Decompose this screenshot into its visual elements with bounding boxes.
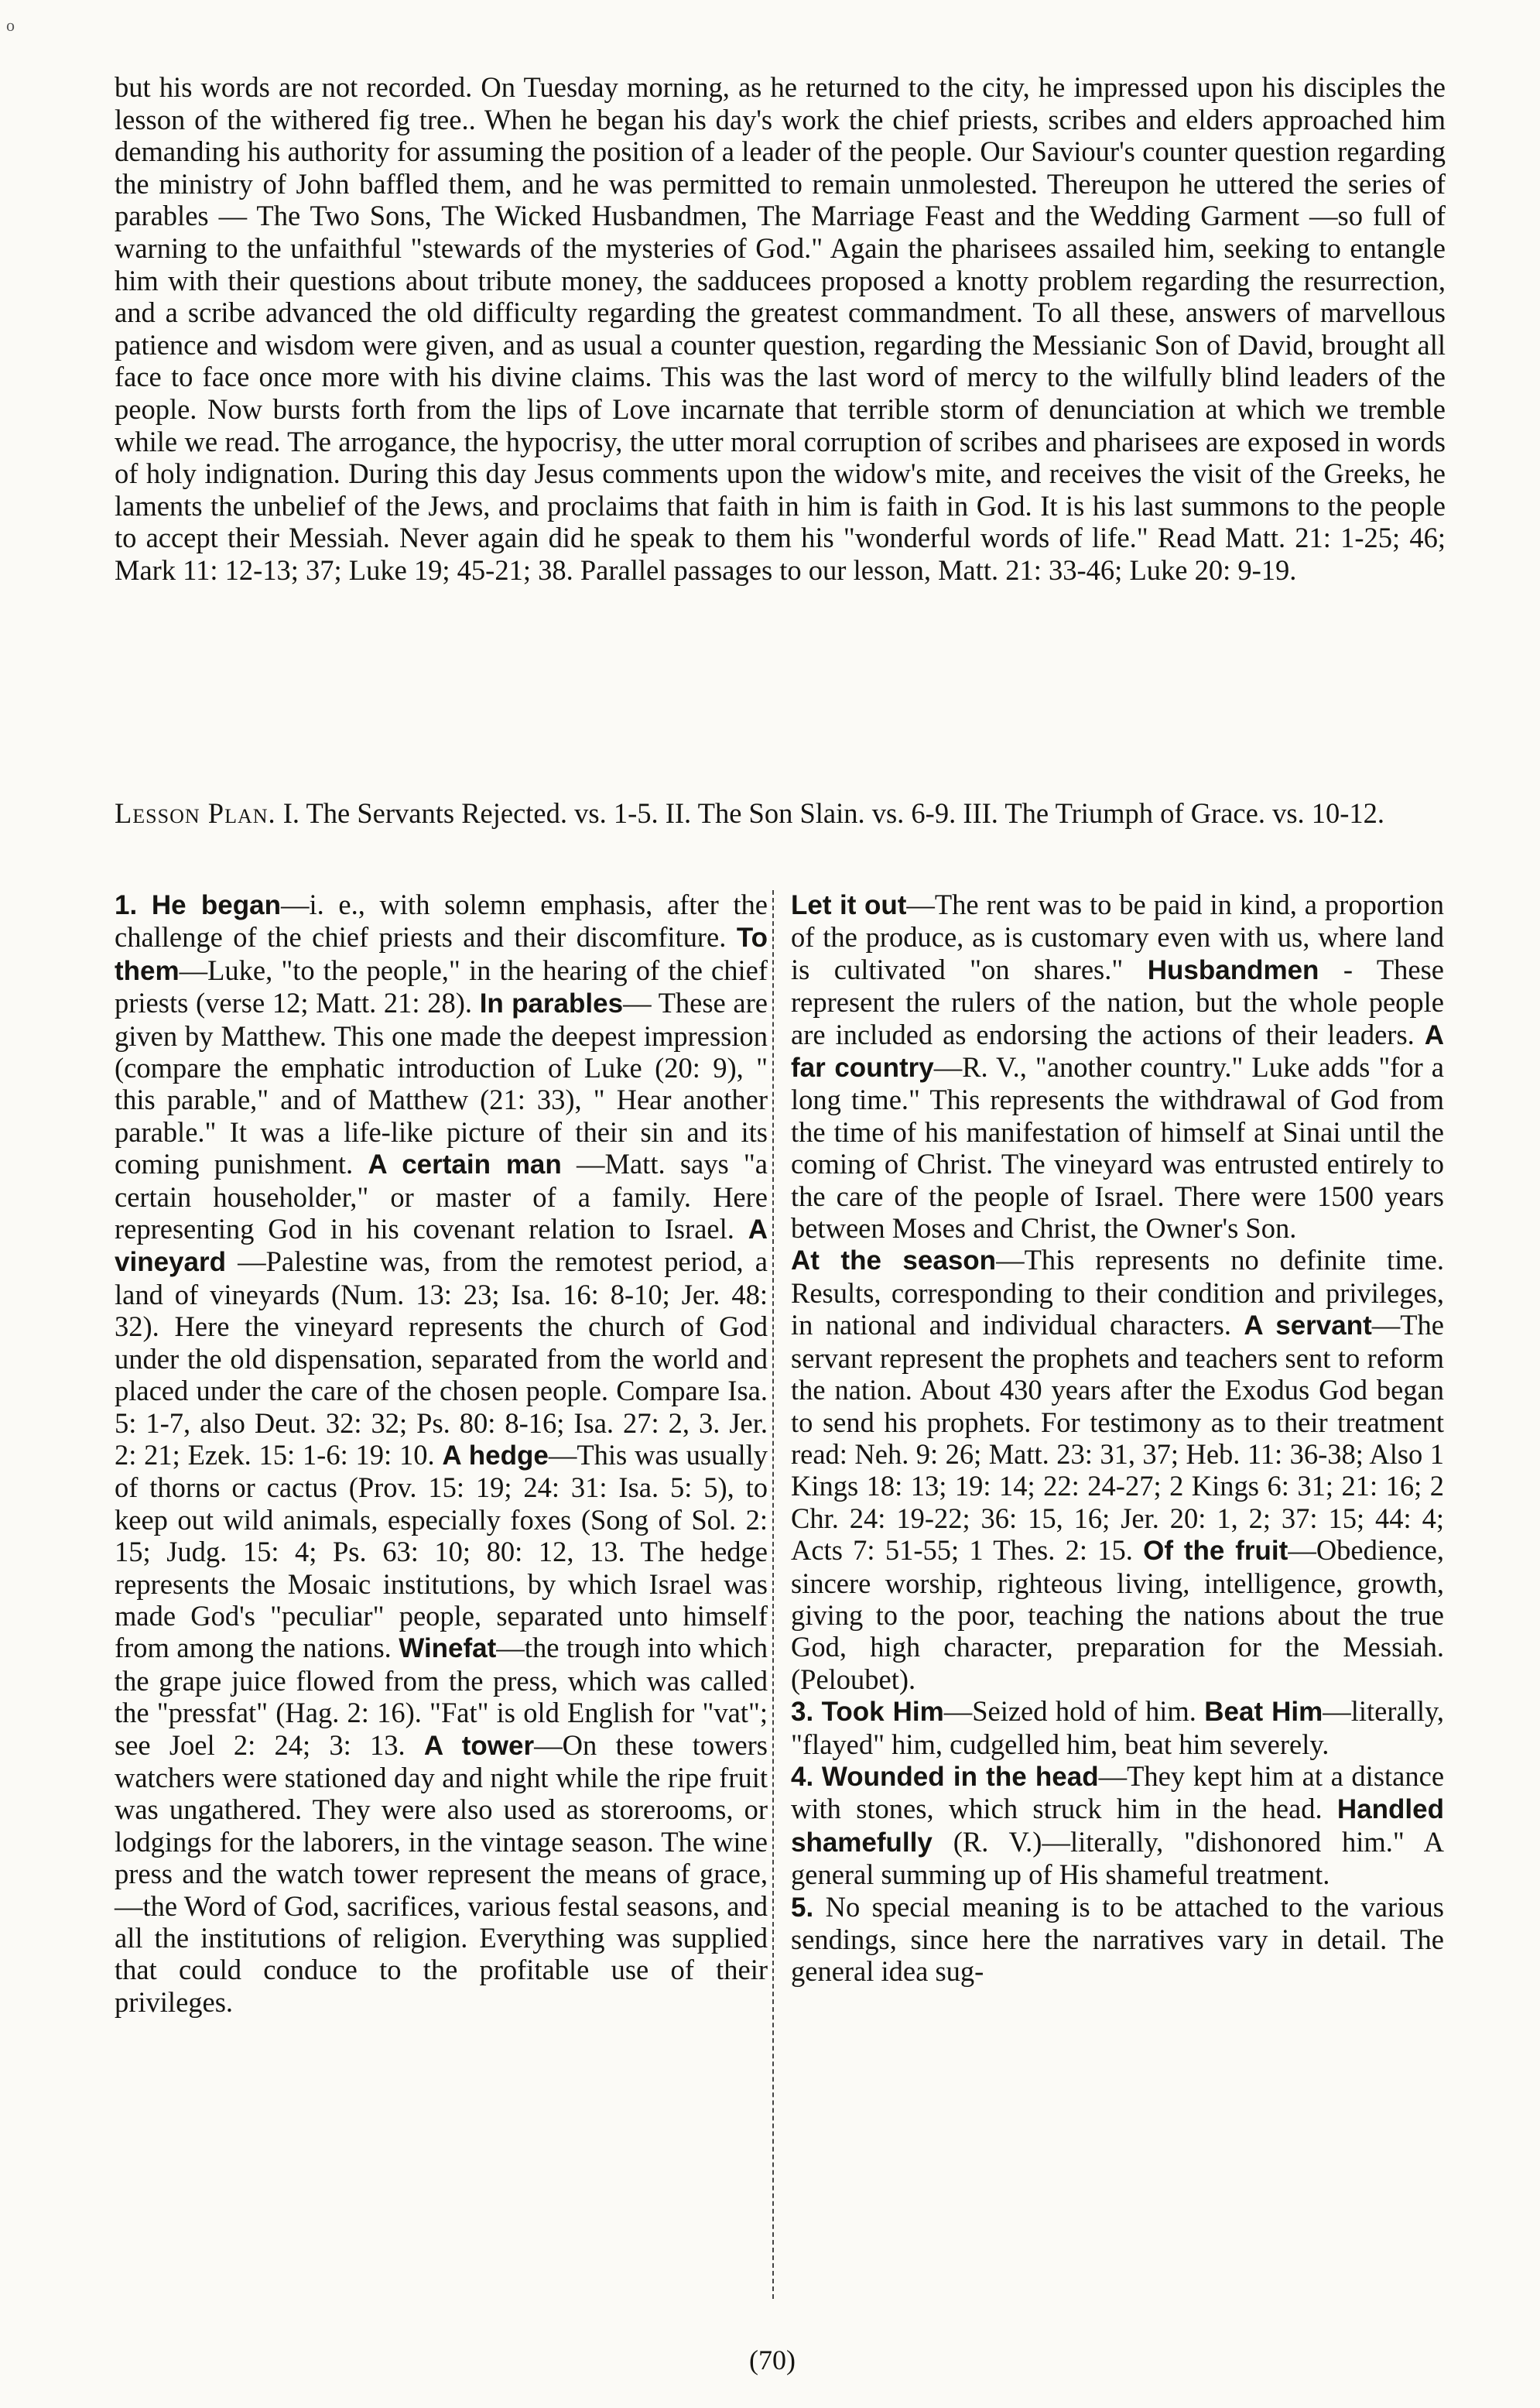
note-keyword: A vineyard — [115, 1214, 768, 1278]
lesson-plan-heading: Lesson Plan. — [115, 797, 276, 829]
note-keyword: Husbandmen — [1147, 954, 1319, 985]
note-keyword: He began — [151, 890, 281, 920]
note-text: —R. V., "another country." Luke adds "for a long time." This represents the withdrawal of God from the time of his manifestation of himself at Sinai until the coming of Christ. The vineyard was entrusted entirely to the care of the people of Israel. There were 1500 years between Moses and Christ, the Owner's Son. — [791, 1051, 1445, 1245]
note-text: —Matt. says "a certain householder," or master of a family. Here representing God in his covenant relation to Israel. — [115, 1148, 768, 1245]
column-divider — [772, 890, 774, 2299]
note-text: —On these towers watchers were stationed day and night while the ripe fruit was ungathered. They were also used as storerooms, or lodgings for the laborers, in the vintage season. The wine press and the watch tower represent the means of grace,—the Word of God, sacrifices, various festal seasons, and all the institutions of religion. Everything was supplied that could conduce to the profitable use of their privileges. — [115, 1728, 768, 2018]
intro-paragraph: but his words are not recorded. On Tuesday morning, as he returned to the city, he impressed upon his disciples the lesson of the withered fig tree.. When he began his day's work the chief priests, scribes and elders approached him demanding his authority for assuming the position of a leader of the people. Our Saviour's counter question regarding the ministry of John baffled them, and he was permitted to remain unmolested. Thereupon he uttered the series of parables — The Two Sons, The Wicked Husbandmen, The Marriage Feast and the Wedding Garment —so full of warning to the unfaithful "stewards of the mysteries of God." Again the pharisees assailed him, seeking to entangle him with their questions about tribute money, the sadducees proposed a knotty problem regarding the resurrection, and a scribe advanced the old difficulty regarding the greatest commandment. To all these, answers of marvellous patience and wisdom were given, and as usual a counter question, regarding the Messianic Son of David, brought all face to face once more with his divine claims. This was the last word of mercy to the wilfully blind leaders of the people. Now bursts forth from the lips of Love incarnate that terrible storm of denunciation at which we tremble while we read. The arrogance, the hypocrisy, the utter moral corruption of scribes and pharisees are exposed in words of holy indignation. During this day Jesus comments upon the widow's mite, and receives the visit of the Greeks, he laments the unbelief of the Jews, and proclaims that faith in him is faith in God. It is his last summons to the people to accept their Messiah. Never again did he speak to them his "wonderful words of life." Read Matt. 21: 1-25; 46; Mark 11: 12-13; 37; Luke 19; 45-21; 38. Parallel passages to our lesson, Matt. 21: 33-46; Luke 20: 9-19. — [115, 71, 1446, 586]
notes-right-column — [791, 889, 1444, 1988]
note-keyword: Let it out — [791, 890, 907, 920]
intro-paragraph-block — [115, 71, 1446, 587]
note-keyword: A certain man — [368, 1149, 562, 1180]
notes-left-column — [115, 889, 768, 2018]
note-text: —i. e., with solemn emphasis, after the challenge of the chief priests and their discomfiture. — [115, 889, 768, 954]
notes-right-paragraph — [791, 1695, 1444, 1760]
note-text: No special meaning is to be attached to the various sendings, since here the narratives vary in detail. The general idea sug- — [791, 1890, 1444, 1988]
note-keyword: A far country — [791, 1019, 1444, 1084]
note-text: —The servant represent the prophets and teachers sent to reform the nation. About 430 years after the Exodus God began to send his prophets. For testimony as to their treatment read: Neh. 9: 26; Matt. 23: 31, 37; Heb. 11: 36-38; Also 1 Kings 18: 13; 19: 14; 22: 24-27; 2 Kings 6: 31; 21: 16; 2 Chr. 24: 19-22; 36: 15, 16; Jer. 20: 1, 2; 37: 15; 44: 4; Acts 7: 51-55; 1 Thes. 2: 15. — [791, 1309, 1444, 1567]
note-keyword: A tower — [423, 1730, 535, 1761]
note-number: 5. — [791, 1892, 814, 1923]
note-keyword: A servant — [1244, 1310, 1372, 1341]
note-number: 3. — [791, 1697, 814, 1728]
note-text: —This represents no definite time. Results, corresponding to their condition and privileges, in national and individual characters. — [791, 1244, 1445, 1341]
lesson-plan-line — [115, 797, 1446, 830]
note-text: —This was usually of thorns or cactus (Prov. 15: 19; 24: 31: Isa. 5: 5), to keep out wild animals, especially foxes (Song of Sol. 2: 15; Judg. 15: 4; Ps. 63: 10; 80: 12, 13. The hedge represents the Mosaic institutions, by which Israel was made God's "peculiar" people, separated unto himself from among the nations. — [115, 1438, 768, 1664]
corner-mark: o — [6, 15, 15, 35]
note-keyword: Handled shamefully — [791, 1794, 1444, 1858]
note-text: —literally, "flayed" him, cudgelled him, beat him severely. — [791, 1695, 1444, 1760]
notes-right-paragraph — [791, 1760, 1444, 1891]
note-keyword: Beat Him — [1204, 1697, 1323, 1728]
note-keyword: Took Him — [821, 1697, 944, 1728]
note-text: - These represent the rulers of the nation, but the whole people are included as endorsing the actions of their leaders. — [791, 953, 1444, 1050]
note-keyword: Wounded in the head — [821, 1761, 1099, 1792]
notes-right-paragraph — [791, 889, 1444, 1244]
note-keyword: Of the fruit — [1143, 1536, 1288, 1567]
note-text: —Palestine was, from the remotest period, a land of vineyards (Num. 13: 23; Isa. 16: 8-10; Jer. 48: 32). Here the vineyard represents the church of God under the old dispensation, separated from the world and placed under the care of the chosen people. Compare Isa. 5: 1-7, also Deut. 32: 32; Ps. 80: 8-16; Isa. 27: 2, 3. Jer. 2: 21; Ezek. 15: 1-6: 19: 10. — [115, 1245, 768, 1471]
page-number: (70) — [749, 2345, 796, 2375]
note-number: 1. — [115, 890, 138, 920]
notes-left-paragraph — [115, 889, 768, 2018]
note-keyword: To them — [115, 923, 768, 986]
note-text: (R. V.)—literally, "dishonored him." A general summing up of His shameful treatment. — [791, 1825, 1444, 1891]
notes-right-paragraph — [791, 1891, 1444, 1988]
lesson-plan-text: I. The Servants Rejected. vs. 1-5. II. The Son Slain. vs. 6-9. III. The Triumph of Grace. vs. 10-12. — [275, 797, 1385, 829]
note-keyword: At the season — [791, 1245, 997, 1276]
note-number: 4. — [791, 1761, 814, 1792]
note-keyword: A hedge — [442, 1440, 549, 1471]
note-keyword: Winefat — [399, 1633, 497, 1664]
note-text: —Seized hold of him. — [943, 1695, 1205, 1728]
note-text: —They kept him at a distance with stones, which struck him in the head. — [791, 1759, 1445, 1825]
note-text: —the trough into which the grape juice flowed from the press, which was called the "pressfat" (Hag. 2: 16). "Fat" is old English for "vat"; see Joel 2: 24; 3: 13. — [115, 1632, 768, 1761]
notes-right-paragraph — [791, 1244, 1444, 1695]
note-text: —Luke, "to the people," in the hearing of the chief priests (verse 12; Matt. 21: 28). — [115, 954, 768, 1019]
lesson-plan — [115, 797, 1446, 830]
note-text: —Obedience, sincere worship, righteous living, intelligence, growth, giving to the poor, teaching the nations about the true God, high character, preparation for the Messiah. (Peloubet). — [791, 1534, 1444, 1695]
note-keyword: In parables — [479, 988, 624, 1019]
note-text: — These are given by Matthew. This one made the deepest impression (compare the emphatic introduction of Luke (20: 9), " this parable," and of Matthew (21: 33), " Hear another parable." It was a life-like picture of their sin and its coming punishment. — [115, 987, 768, 1180]
note-text: —The rent was to be paid in kind, a proportion of the produce, as is customary even with us, where land is cultivated "on shares." — [791, 889, 1445, 985]
